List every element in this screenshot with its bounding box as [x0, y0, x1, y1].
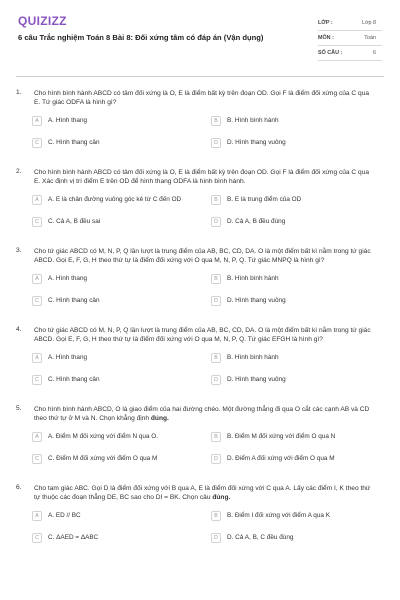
meta-label: SỐ CÂU :: [318, 50, 343, 56]
meta-value: Lớp 8: [361, 20, 376, 26]
option-c[interactable]: [32, 532, 205, 544]
option-text: A. Hình thang: [48, 117, 88, 125]
option-text: A. ED // BC: [48, 512, 81, 520]
option-a[interactable]: [32, 431, 205, 443]
question-5: [16, 405, 384, 484]
option-key: A: [32, 432, 42, 442]
meta-label: LỚP :: [318, 20, 333, 26]
option-text: B. E là trung điểm của OD: [227, 196, 302, 204]
option-key: C: [32, 454, 42, 464]
option-key: B: [211, 195, 221, 205]
option-key: B: [211, 353, 221, 363]
option-text: A. Điểm M đối xứng với điểm N qua O.: [48, 433, 159, 441]
option-text: A. E là chân đường vuông góc kẻ từ C đến OD: [48, 196, 182, 204]
option-a[interactable]: [32, 352, 205, 364]
meta-value: Toán: [364, 35, 376, 41]
option-text: C. Cả A, B đều sai: [48, 218, 101, 226]
option-text: B. Điểm I đối xứng với điểm A qua K: [227, 512, 330, 520]
option-text: D. Cả A, B đều đúng: [227, 218, 286, 226]
option-a[interactable]: [32, 115, 205, 127]
option-text: A. Hình thang: [48, 275, 88, 283]
worksheet-title: 6 câu Trắc nghiệm Toán 8 Bài 8: Đối xứng tâm có đáp án (Vận dụng): [18, 33, 264, 42]
question-text: Cho hình bình hành ABCD có tâm đối xứng là O, E là điểm bất kỳ trên đoạn OD. Gọi F là điểm đối xứng của C qua E. Tứ giác ODFA là hình gì?: [34, 90, 370, 107]
option-key: C: [32, 533, 42, 543]
question-number: 3.: [16, 247, 22, 254]
option-c[interactable]: [32, 453, 205, 465]
answer-options: [16, 431, 384, 465]
option-key: A: [32, 511, 42, 521]
option-c[interactable]: [32, 374, 205, 386]
question-4: [16, 326, 384, 405]
option-text: B. Điểm M đối xứng với điểm O qua N: [227, 433, 336, 441]
worksheet-meta: [318, 16, 382, 61]
option-key: C: [32, 296, 42, 306]
question-3: [16, 247, 384, 326]
header-divider: [16, 76, 384, 77]
option-d[interactable]: [211, 295, 384, 307]
quizizz-logo: QUIZIZZ: [18, 14, 67, 28]
worksheet-header: [16, 14, 384, 72]
option-d[interactable]: [211, 216, 384, 228]
option-text: D. Điểm A đối xứng với điểm O qua M: [227, 455, 335, 463]
option-text: C. Điểm M đối xứng với điểm O qua M: [48, 455, 158, 463]
question-list: [16, 89, 384, 563]
meta-row-question-count: [318, 46, 382, 61]
option-key: D: [211, 217, 221, 227]
question-number: 2.: [16, 168, 22, 175]
meta-label: MÔN :: [318, 35, 334, 41]
option-text: C. Hình thang cân: [48, 139, 100, 147]
option-key: D: [211, 533, 221, 543]
question-6: [16, 484, 384, 563]
question-text: Cho tứ giác ABCD có M, N, P, Q lần lượt là trung điểm của AB, BC, CD, DA. O là một điểm bất kì nằm trong tứ giác ABCD. Gọi E, F, G, H theo thứ tự là điểm đối xứng với O qua M, N, P, Q. Tứ giác MNPQ là hình gì?: [34, 248, 371, 265]
option-key: D: [211, 375, 221, 385]
option-key: D: [211, 138, 221, 148]
question-2: [16, 168, 384, 247]
option-b[interactable]: [211, 273, 384, 285]
option-key: C: [32, 375, 42, 385]
option-text: A. Hình thang: [48, 354, 88, 362]
meta-row-subject: [318, 31, 382, 46]
option-a[interactable]: [32, 510, 205, 522]
option-d[interactable]: [211, 453, 384, 465]
option-text: C. Hình thang cân: [48, 376, 100, 384]
option-b[interactable]: [211, 510, 384, 522]
answer-options: [16, 510, 384, 544]
question-text: Cho hình bình hành ABCD có tâm đối xứng là O, E là điểm bất kỳ trên đoạn OD. Gọi F là điểm đối xứng của C qua E. Xác định vị trí điểm E trên OD để hình thang ODFA là hình bình hành.: [34, 169, 370, 186]
option-b[interactable]: [211, 194, 384, 206]
option-text: D. Cả A, B, C đều đúng: [227, 534, 294, 542]
meta-row-class: [318, 16, 382, 31]
option-key: B: [211, 432, 221, 442]
option-d[interactable]: [211, 374, 384, 386]
option-c[interactable]: [32, 295, 205, 307]
question-number: 4.: [16, 326, 22, 333]
option-key: A: [32, 116, 42, 126]
answer-options: [16, 273, 384, 307]
option-b[interactable]: [211, 352, 384, 364]
option-text: B. Hình bình hành: [227, 117, 279, 125]
answer-options: [16, 115, 384, 149]
option-key: C: [32, 217, 42, 227]
option-text: B. Hình bình hành: [227, 354, 279, 362]
option-c[interactable]: [32, 137, 205, 149]
option-key: C: [32, 138, 42, 148]
option-d[interactable]: [211, 137, 384, 149]
option-key: A: [32, 353, 42, 363]
option-key: B: [211, 511, 221, 521]
option-text: C. Hình thang cân: [48, 297, 100, 305]
option-key: B: [211, 274, 221, 284]
bold-emphasis: đúng.: [212, 494, 231, 502]
option-text: D. Hình thang vuông: [227, 297, 286, 305]
option-a[interactable]: [32, 273, 205, 285]
option-c[interactable]: [32, 216, 205, 228]
question-text: Cho hình bình hành ABCD, O là giao điểm của hai đường chéo. Một đường thẳng đi qua O cắt các cạnh AB và CD theo thứ tự ở M và N. Chọn khẳng định đúng.: [34, 406, 370, 423]
question-1: [16, 89, 384, 168]
option-text: C. ΔAED = ΔABC: [48, 534, 99, 542]
question-number: 1.: [16, 89, 22, 96]
question-number: 5.: [16, 405, 22, 412]
option-key: D: [211, 454, 221, 464]
option-key: A: [32, 195, 42, 205]
option-a[interactable]: [32, 194, 205, 206]
question-text: Cho tam giác ABC. Gọi D là điểm đối xứng với B qua A, E là điểm đối xứng với C qua A. Lấy các điểm I, K theo thứ tự thuộc các đoạn thẳng DE, BC sao cho DI = BK. Chọn câu đúng.: [34, 485, 371, 502]
meta-value: 6: [373, 50, 376, 56]
option-key: B: [211, 116, 221, 126]
question-number: 6.: [16, 484, 22, 491]
option-text: B. Hình bình hành: [227, 275, 279, 283]
question-text: Cho tứ giác ABCD có M, N, P, Q lần lượt là trung điểm của AB, BC, CD, DA. O là một điểm bất kì nằm trong tứ giác ABCD. Gọi E, F, G, H theo thứ tự là điểm đối xứng với O qua M, N, P, Q. Tứ giác EFGH là hình gì?: [34, 327, 371, 344]
option-key: D: [211, 296, 221, 306]
option-text: D. Hình thang vuông: [227, 139, 286, 147]
answer-options: [16, 194, 384, 228]
answer-options: [16, 352, 384, 386]
option-text: D. Hình thang vuông: [227, 376, 286, 384]
bold-emphasis: đúng.: [150, 415, 169, 423]
option-key: A: [32, 274, 42, 284]
option-d[interactable]: [211, 532, 384, 544]
option-b[interactable]: [211, 115, 384, 127]
option-b[interactable]: [211, 431, 384, 443]
